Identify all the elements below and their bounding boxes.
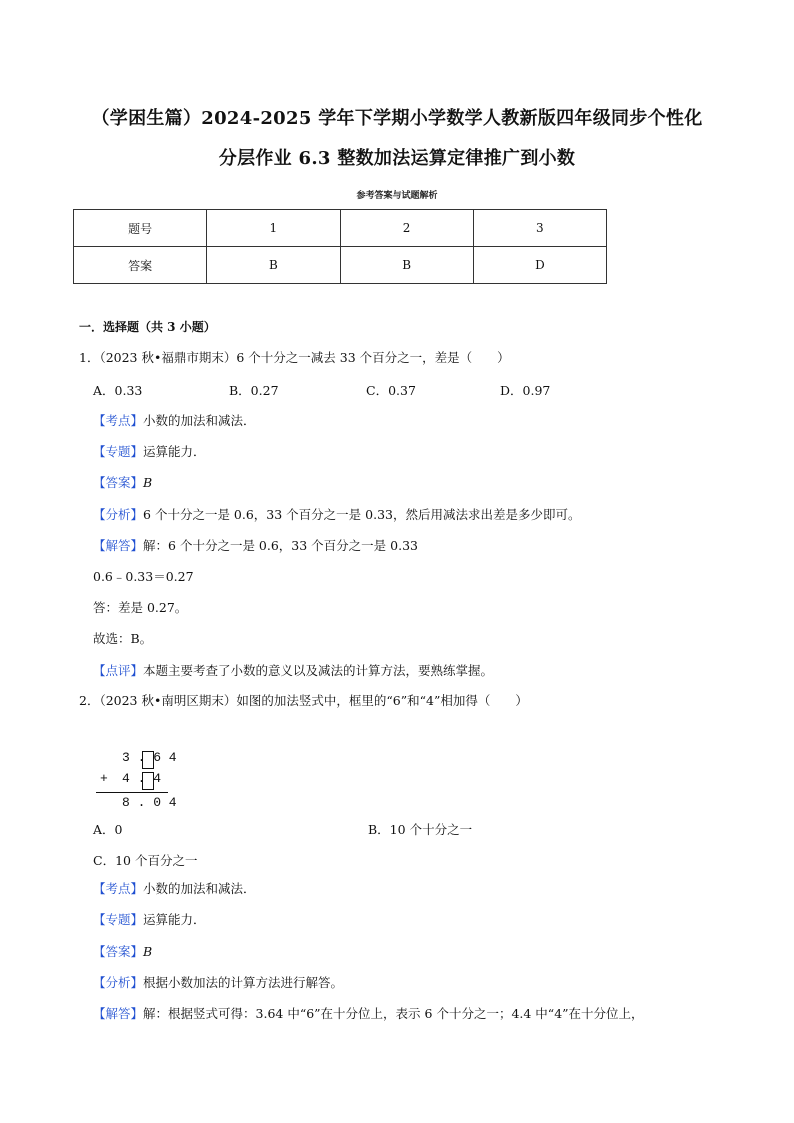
tag-content: 解：6 个十分之一是 0.6，33 个百分之一是 0.33	[143, 538, 418, 553]
table-cell: B	[340, 247, 473, 284]
q1-calculation: 0.6﹣0.33＝0.27	[93, 569, 194, 584]
tag-content: B	[143, 944, 153, 959]
tag-content: 6 个十分之一是 0.6，33 个百分之一是 0.33，然后用减法求出差是多少即可。	[143, 507, 581, 522]
tag-label: 【考点】	[93, 881, 144, 896]
q1-zhuanti	[93, 444, 206, 460]
table-row	[74, 247, 607, 284]
q1-solution	[93, 538, 418, 554]
sum-result: 8 . 0 4	[122, 795, 177, 810]
q1-reply: 答：差是 0.27。	[93, 600, 188, 615]
addend-2: 4 . 4	[122, 771, 162, 786]
addend-1: 3 . 6 4	[122, 750, 177, 765]
table-row	[74, 210, 607, 247]
plus-sign: +	[100, 771, 108, 786]
tag-content: 运算能力．	[143, 912, 206, 927]
q1-answer	[93, 475, 152, 491]
q1-option-a: A．0.33	[93, 383, 143, 398]
tag-label: 【考点】	[93, 413, 144, 428]
tag-content: 本题主要考查了小数的意义以及减法的计算方法，要熟练掌握。	[143, 663, 494, 678]
question-1-stem: 1．（2023 秋•福鼎市期末）6 个十分之一减去 33 个百分之一，差是（ ）	[79, 350, 510, 365]
q2-option-b: B．10 个十分之一	[368, 822, 473, 837]
page-title-line-2: 分层作业 6.3 整数加法运算定律推广到小数	[218, 148, 576, 169]
tag-label: 【专题】	[93, 912, 144, 927]
tag-content: 解：根据竖式可得：3.64 中“6”在十分位上，表示 6 个十分之一；4.4 中“4”在十分位上，	[143, 1006, 644, 1021]
table-cell: 2	[340, 210, 473, 247]
tag-label: 【答案】	[93, 944, 144, 959]
tag-content: 根据小数加法的计算方法进行解答。	[143, 975, 344, 990]
tag-label: 【解答】	[93, 538, 144, 553]
sum-line	[96, 792, 168, 793]
q2-zhuanti	[93, 912, 206, 928]
tag-content: 运算能力．	[143, 444, 206, 459]
tag-label: 【分析】	[93, 975, 144, 990]
vertical-addition-figure	[96, 750, 176, 814]
table-cell: 题号	[74, 210, 207, 247]
q2-option-c: C．10 个百分之一	[93, 853, 198, 868]
tag-label: 【答案】	[93, 475, 144, 490]
table-cell: 答案	[74, 247, 207, 284]
question-2-stem: 2．（2023 秋•南明区期末）如图的加法竖式中，框里的“6”和“4”相加得（ ）	[79, 693, 528, 708]
subtitle: 参考答案与试题解析	[356, 191, 438, 201]
q1-option-b: B．0.27	[229, 383, 279, 398]
table-cell: D	[473, 247, 606, 284]
tag-label: 【解答】	[93, 1006, 144, 1021]
table-cell: B	[207, 247, 340, 284]
answer-table	[73, 209, 607, 284]
tag-content: B	[143, 475, 153, 490]
q2-kaodian	[93, 881, 256, 897]
q2-answer	[93, 944, 152, 960]
q2-analysis	[93, 975, 343, 991]
q1-kaodian	[93, 413, 256, 429]
table-cell: 1	[207, 210, 340, 247]
tag-content: 小数的加法和减法．	[143, 881, 256, 896]
highlight-box-6	[142, 751, 154, 769]
tag-label: 【分析】	[93, 507, 144, 522]
highlight-box-4	[142, 772, 154, 790]
page-title-line-1: （学困生篇）2024-2025 学年下学期小学数学人教新版四年级同步个性化	[91, 108, 703, 129]
q1-option-c: C．0.37	[366, 383, 416, 398]
q2-option-a: A．0	[93, 822, 123, 837]
tag-label: 【专题】	[93, 444, 144, 459]
table-cell: 3	[473, 210, 606, 247]
q1-option-d: D．0.97	[500, 383, 551, 398]
tag-label: 【点评】	[93, 663, 144, 678]
q2-solution	[93, 1006, 644, 1022]
q1-comment	[93, 663, 493, 679]
tag-content: 小数的加法和减法．	[143, 413, 256, 428]
section-title: 一．选择题（共 3 小题）	[79, 320, 216, 334]
q1-analysis	[93, 507, 580, 523]
q1-choice: 故选：B。	[93, 631, 153, 646]
